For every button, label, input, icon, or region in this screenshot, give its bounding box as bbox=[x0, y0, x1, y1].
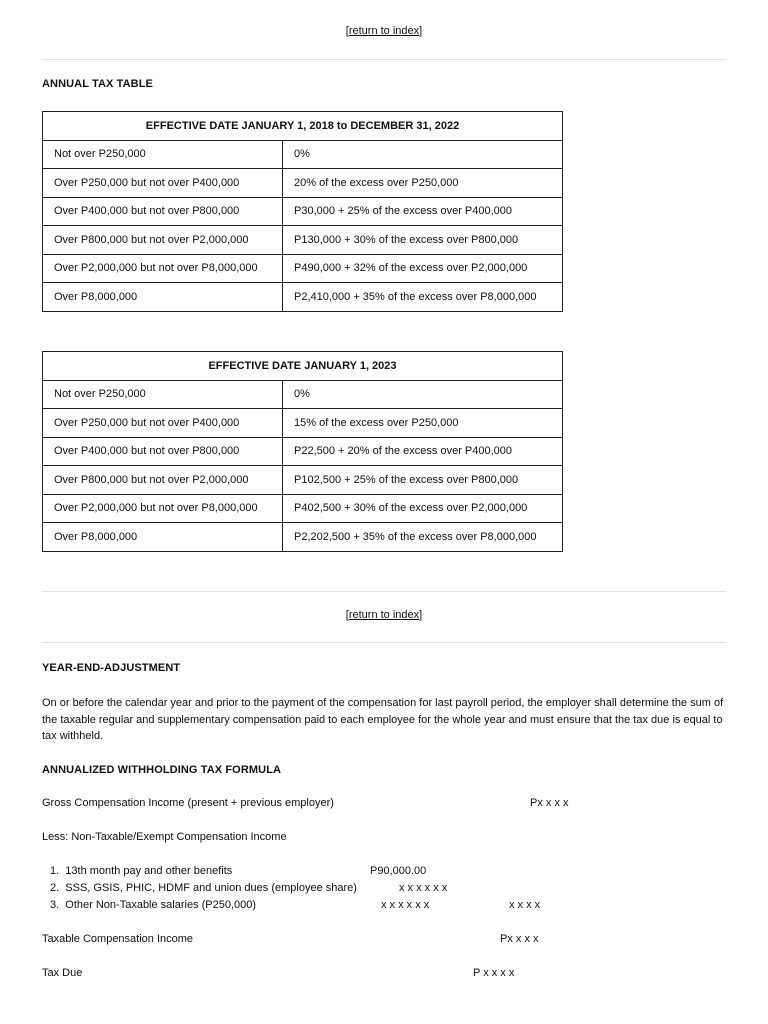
taxable-compensation-label: Taxable Compensation Income bbox=[42, 933, 194, 945]
tax-due-value: P x x x x bbox=[473, 967, 515, 979]
tax-cell: 0% bbox=[283, 140, 563, 169]
tax-cell: P22,500 + 20% of the excess over P400,000 bbox=[283, 437, 563, 466]
bracket-cell: Over P400,000 but not over P800,000 bbox=[43, 437, 283, 466]
table-row bbox=[43, 254, 563, 283]
tax-table-2018-title: EFFECTIVE DATE JANUARY 1, 2018 to DECEMBER 31, 2022 bbox=[43, 112, 563, 141]
tax-cell: P2,202,500 + 35% of the excess over P8,000,000 bbox=[283, 523, 563, 552]
year-end-heading: YEAR-END-ADJUSTMENT bbox=[42, 662, 181, 674]
tax-cell: P102,500 + 25% of the excess over P800,000 bbox=[283, 466, 563, 495]
tax-cell: 20% of the excess over P250,000 bbox=[283, 169, 563, 198]
tax-cell: P402,500 + 30% of the excess over P2,000,000 bbox=[283, 494, 563, 523]
formula-heading: ANNUALIZED WITHHOLDING TAX FORMULA bbox=[42, 764, 282, 776]
tax-due-label: Tax Due bbox=[42, 967, 83, 979]
taxable-compensation-value: Px x x x bbox=[500, 933, 539, 945]
return-to-index-link[interactable]: return to index bbox=[348, 25, 420, 37]
tax-table-2018 bbox=[42, 111, 563, 312]
tax-cell: P130,000 + 30% of the excess over P800,000 bbox=[283, 226, 563, 255]
item-label: Other Non-Taxable salaries (P250,000) bbox=[65, 899, 257, 911]
annual-tax-table-heading: ANNUAL TAX TABLE bbox=[42, 78, 153, 90]
list-item: 3. Other Non-Taxable salaries (P250,000) bbox=[50, 899, 257, 911]
table-row bbox=[43, 283, 563, 312]
table-row bbox=[43, 380, 563, 409]
year-end-paragraph: On or before the calendar year and prior to the payment of the compensation for last payroll period, the employer shall determine the sum of the taxable regular and supplementary compensation paid to each employee for the whole year and must ensure that the tax due is equal to tax withheld. bbox=[42, 697, 724, 742]
gross-compensation-value: Px x x x bbox=[530, 797, 569, 809]
gross-compensation-label: Gross Compensation Income (present + previous employer) bbox=[42, 797, 334, 809]
bracket-cell: Over P250,000 but not over P400,000 bbox=[43, 169, 283, 198]
item-label: 13th month pay and other benefits bbox=[65, 865, 233, 877]
table-row bbox=[43, 226, 563, 255]
bracket-cell: Not over P250,000 bbox=[43, 380, 283, 409]
table-row bbox=[43, 197, 563, 226]
tax-table-2023 bbox=[42, 351, 563, 552]
tax-cell: 15% of the excess over P250,000 bbox=[283, 409, 563, 438]
item-subtotal: x x x x bbox=[509, 899, 541, 911]
tax-cell: 0% bbox=[283, 380, 563, 409]
table-row bbox=[43, 140, 563, 169]
bracket-cell: Not over P250,000 bbox=[43, 140, 283, 169]
bracket-cell: Over P250,000 but not over P400,000 bbox=[43, 409, 283, 438]
return-to-index-top: [return to index] bbox=[345, 25, 423, 37]
bracket-cell: Over P2,000,000 but not over P8,000,000 bbox=[43, 254, 283, 283]
bracket-cell: Over P400,000 but not over P800,000 bbox=[43, 197, 283, 226]
return-to-index-link[interactable]: return to index bbox=[348, 609, 420, 621]
item-amount: P90,000.00 bbox=[370, 865, 427, 877]
divider bbox=[42, 591, 726, 592]
tax-cell: P2,410,000 + 35% of the excess over P8,000,000 bbox=[283, 283, 563, 312]
divider bbox=[42, 59, 726, 60]
table-row bbox=[43, 523, 563, 552]
item-label: SSS, GSIS, PHIC, HDMF and union dues (employee share) bbox=[65, 882, 357, 894]
list-item: 2. SSS, GSIS, PHIC, HDMF and union dues (employee share) bbox=[50, 882, 357, 894]
divider bbox=[42, 642, 726, 643]
bracket-cell: Over P8,000,000 bbox=[43, 523, 283, 552]
bracket-cell: Over P8,000,000 bbox=[43, 283, 283, 312]
table-row bbox=[43, 494, 563, 523]
table-row bbox=[43, 437, 563, 466]
table-row bbox=[43, 409, 563, 438]
tax-cell: P490,000 + 32% of the excess over P2,000,000 bbox=[283, 254, 563, 283]
table-row bbox=[43, 466, 563, 495]
less-nontaxable-label: Less: Non-Taxable/Exempt Compensation Income bbox=[42, 831, 287, 843]
bracket-cell: Over P2,000,000 but not over P8,000,000 bbox=[43, 494, 283, 523]
table-row bbox=[43, 169, 563, 198]
list-item: 1. 13th month pay and other benefits bbox=[50, 865, 233, 877]
item-amount: x x x x x x bbox=[399, 882, 448, 894]
tax-table-2023-title: EFFECTIVE DATE JANUARY 1, 2023 bbox=[43, 352, 563, 381]
bracket-cell: Over P800,000 but not over P2,000,000 bbox=[43, 226, 283, 255]
return-to-index-bottom: [return to index] bbox=[345, 609, 423, 621]
bracket-cell: Over P800,000 but not over P2,000,000 bbox=[43, 466, 283, 495]
tax-cell: P30,000 + 25% of the excess over P400,000 bbox=[283, 197, 563, 226]
item-amount: x x x x x x bbox=[381, 899, 430, 911]
